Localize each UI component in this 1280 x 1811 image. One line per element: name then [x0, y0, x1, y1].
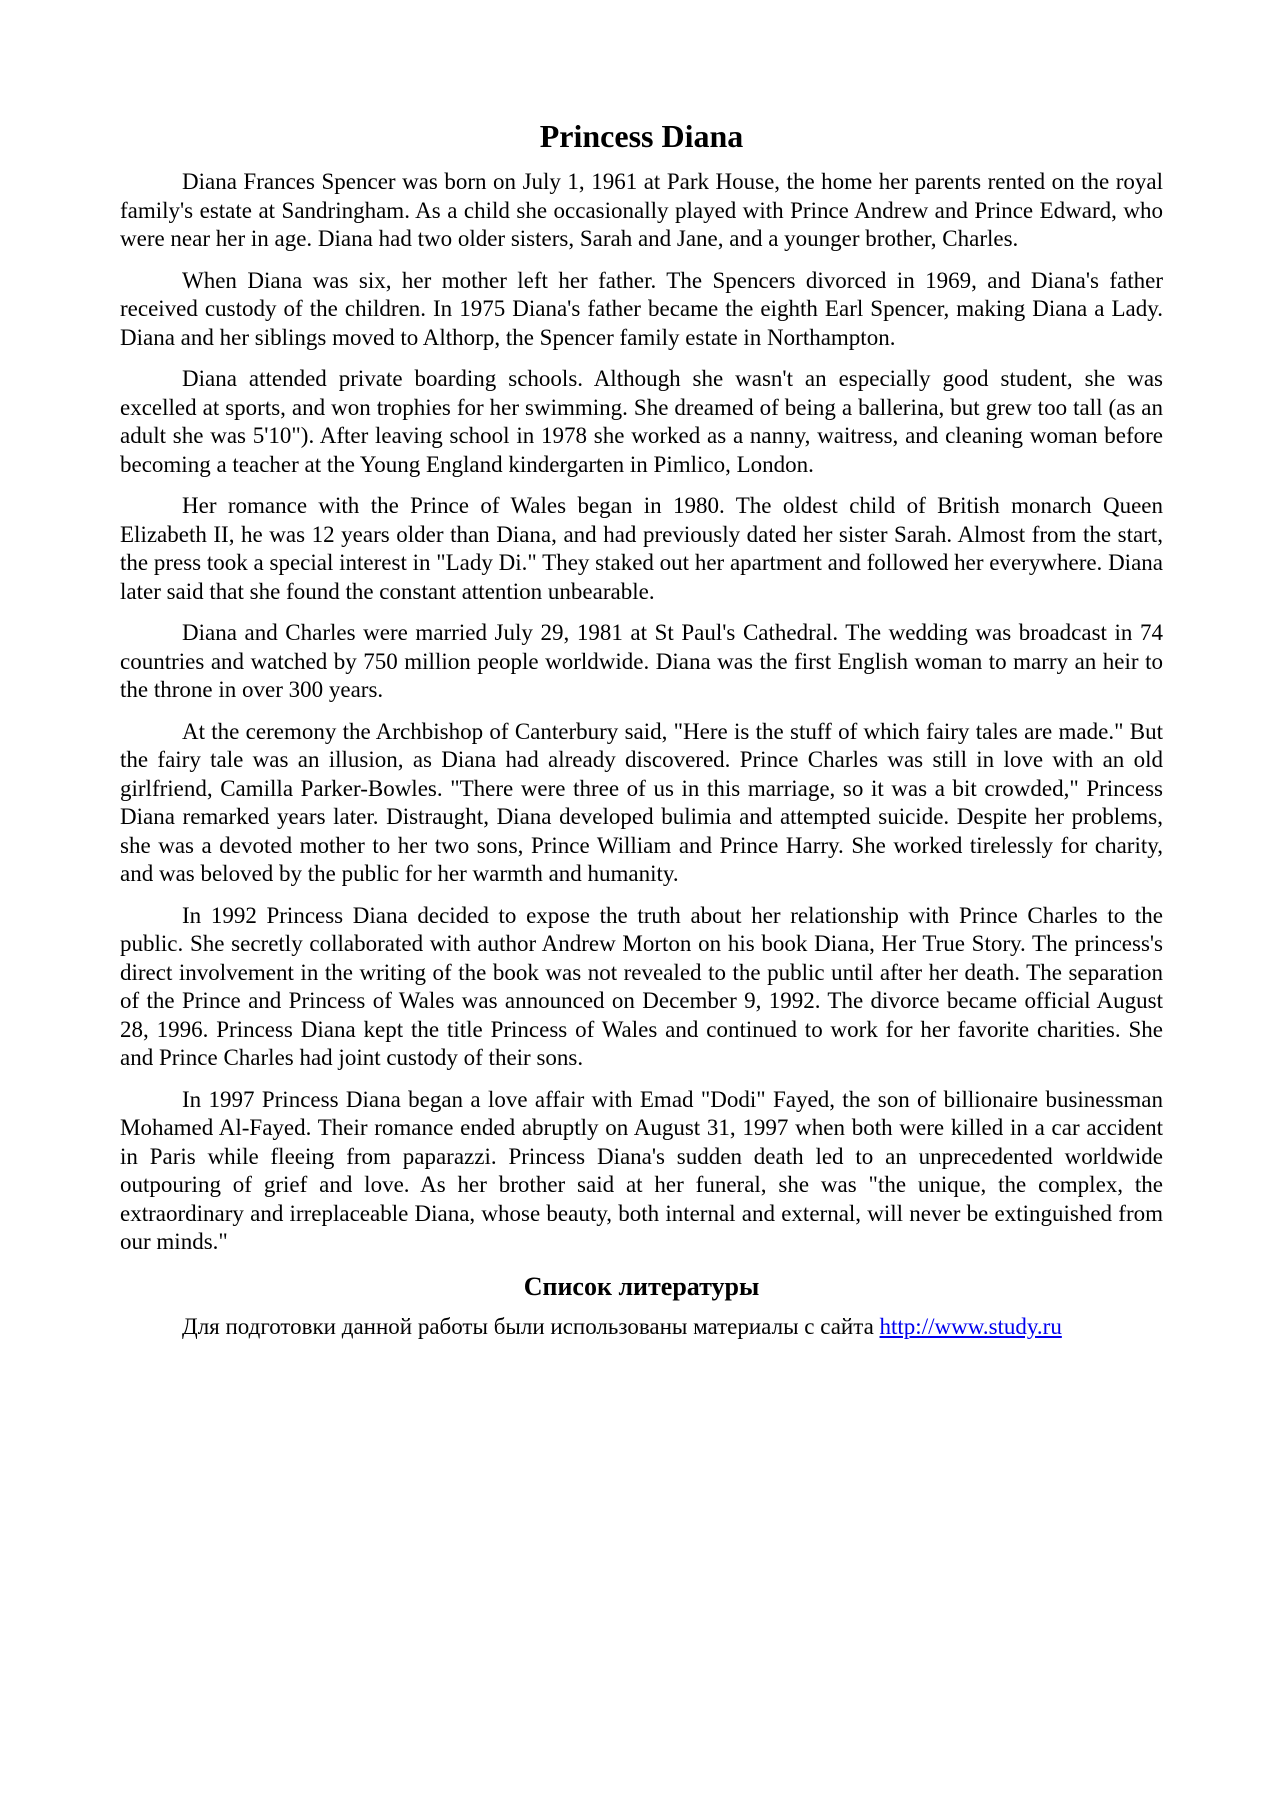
paragraph-5: Diana and Charles were married July 29, 1981 at St Paul's Cathedral. The wedding was broadcast in 74 countries and watched by 750 million people worldwide. Diana was the first English woman to marry an heir to the throne in over 300 years. — [120, 620, 1163, 702]
references-heading: Список литературы — [523, 1271, 760, 1301]
paragraph-7: In 1992 Princess Diana decided to expose the truth about her relationship with Prince Charles to the public. She secretly collaborated with author Andrew Morton on his book Diana, Her True Story. The princess's direct involvement in the writing of the book was not revealed to the public until after her death. The separation of the Prince and Princess of Wales was announced on December 9, 1992. The divorce became official August 28, 1996. Princess Diana kept the title Princess of Wales and continued to work for her favorite charities. She and Prince Charles had joint custody of their sons. — [120, 902, 1163, 1070]
paragraph-6: At the ceremony the Archbishop of Canterbury said, "Here is the stuff of which fairy tales are made." But the fairy tale was an illusion, as Diana had already discovered. Prince Charles was still in love with an old girlfriend, Camilla Parker-Bowles. "There were three of us in this marriage, so it was a bit crowded," Princess Diana remarked years later. Distraught, Diana developed bulimia and attempted suicide. Despite her problems, she was a devoted mother to her two sons, Prince William and Prince Harry. She worked tirelessly for charity, and was beloved by the public for her warmth and humanity. — [120, 718, 1163, 886]
paragraph-3: Diana attended private boarding schools. Although she wasn't an especially good student, she was excelled at sports, and won trophies for her swimming. She dreamed of being a ballerina, but grew too tall (as an adult she was 5'10"). After leaving school in 1978 she worked as a nanny, waitress, and cleaning woman before becoming a teacher at the Young England kindergarten in Pimlico, London. — [120, 366, 1163, 477]
references-text: Для подготовки данной работы были использованы материалы с сайта — [182, 1313, 880, 1339]
paragraph-1: Diana Frances Spencer was born on July 1, 1961 at Park House, the home her parents rented on the royal family's estate at Sandringham. As a child she occasionally played with Prince Andrew and Prince Edward, who were near her in age. Diana had two older sisters, Sarah and Jane, and a younger brother, Charles. — [120, 169, 1163, 251]
paragraph-4: Her romance with the Prince of Wales began in 1980. The oldest child of British monarch Queen Elizabeth II, he was 12 years older than Diana, and had previously dated her sister Sarah. Almost from the start, the press took a special interest in "Lady Di." They staked out her apartment and followed her everywhere. Diana later said that she found the constant attention unbearable. — [120, 493, 1163, 604]
document-title: Princess Diana — [539, 118, 744, 154]
document-page — [120, 118, 1163, 1354]
references-paragraph — [120, 1313, 1163, 1342]
paragraph-8: In 1997 Princess Diana began a love affair with Emad "Dodi" Fayed, the son of billionaire businessman Mohamed Al-Fayed. Their romance ended abruptly on August 31, 1997 when both were killed in a car accident in Paris while fleeing from paparazzi. Princess Diana's sudden death led to an unprecedented worldwide outpouring of grief and love. As her brother said at her funeral, she was "the unique, the complex, the extraordinary and irreplaceable Diana, whose beauty, both internal and external, will never be extinguished from our minds." — [120, 1086, 1163, 1254]
source-link[interactable]: http://www.study.ru — [879, 1313, 1062, 1339]
paragraph-2: When Diana was six, her mother left her father. The Spencers divorced in 1969, and Diana's father received custody of the children. In 1975 Diana's father became the eighth Earl Spencer, making Diana a Lady. Diana and her siblings moved to Althorp, the Spencer family estate in Northampton. — [120, 267, 1163, 350]
